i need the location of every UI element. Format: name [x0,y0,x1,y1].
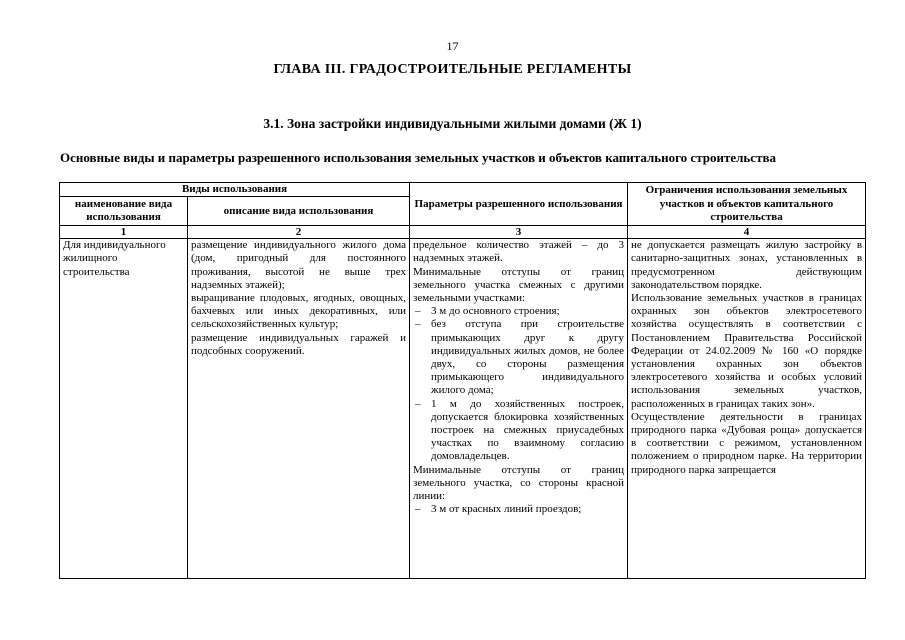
header-use-description: описание вида использования [188,197,410,226]
table-caption: Основные виды и параметры разрешенного использования земельных участков и объектов капитального строительства [60,150,776,165]
description-line: размещение индивидуальных гаражей и подсобных сооружений. [191,331,407,357]
description-line: размещение индивидуального жилого дома (дом, пригодный для постоянного проживания, высотой не выше трех надземных этажей); [191,239,407,291]
description-line: выращивание плодовых, ягодных, овощных, бахчевых или иных декоративных, или сельскохозяйственных культур; [191,292,407,331]
page-number: 17 [446,39,459,53]
chapter-title: ГЛАВА III. ГРАДОСТРОИТЕЛЬНЫЕ РЕГЛАМЕНТЫ [273,62,632,77]
parameter-item: – 3 м от красных линий проездов; [413,503,624,516]
header-parameters: Параметры разрешенного использования [410,183,628,226]
column-number: 1 [60,226,188,239]
restriction-text: Использование земельных участков в границах охранных зон объектов электросетевого хозяйства осуществлять в соответствии с Постановлением Правительства Российской Федерации от 24.02.2009 № 160 «О порядке установления охранных зон объектов электросетевого хозяйства и особых условий использования земельных участков, расположенных в границах таких зон». [631,292,863,410]
restrictions-cell [628,239,866,579]
header-use-name: наименование вида использования [60,197,188,226]
section-title: 3.1. Зона застройки индивидуальными жилыми домами (Ж 1) [263,116,642,131]
parameter-list [413,503,624,516]
parameter-text: Минимальные отступы от границ земельного участка смежных с другими земельными участками: [413,265,625,305]
parameters-cell [410,239,628,579]
use-name: Для индивидуального жилищного строительства [63,239,166,278]
parameter-item: – 1 м до хозяйственных построек, допускается блокировка хозяйственных построек на смежных приусадебных участках по взаимному согласию домовладельцев. [413,398,624,464]
use-name-cell [60,239,188,579]
use-description-cell [188,239,410,579]
table-row [60,239,866,579]
parameter-item: – 3 м до основного строения; [413,305,624,318]
header-uses-group: Виды использования [60,183,410,197]
table-header-row-1 [60,183,866,197]
regulations-table [59,182,866,579]
column-number: 4 [628,226,866,239]
restriction-text: Осуществление деятельности в границах природного парка «Дубовая роща» допускается в соответствии с режимом, установленном положением о природном парке. На территории природного парка запрещается [631,410,863,476]
column-number: 2 [188,226,410,239]
column-numbers-row [60,226,866,239]
column-number: 3 [410,226,628,239]
parameter-text: Минимальные отступы от границ земельного участка, со стороны красной линии: [413,463,625,503]
parameter-item: – без отступа при строительстве примыкающих друг к другу индивидуальных жилых домов, не более двух, со стороны размещения примыкающего индивидуального жилого дома; [413,318,624,397]
parameter-text: предельное количество этажей – до 3 надземных этажей. [413,239,625,265]
parameter-list [413,305,624,463]
restriction-text: не допускается размещать жилую застройку в санитарно-защитных зонах, установленных в предусмотренном действующим законодательством порядке. [631,239,863,291]
header-restrictions: Ограничения использования земельных участков и объектов капитального строительства [628,183,866,226]
